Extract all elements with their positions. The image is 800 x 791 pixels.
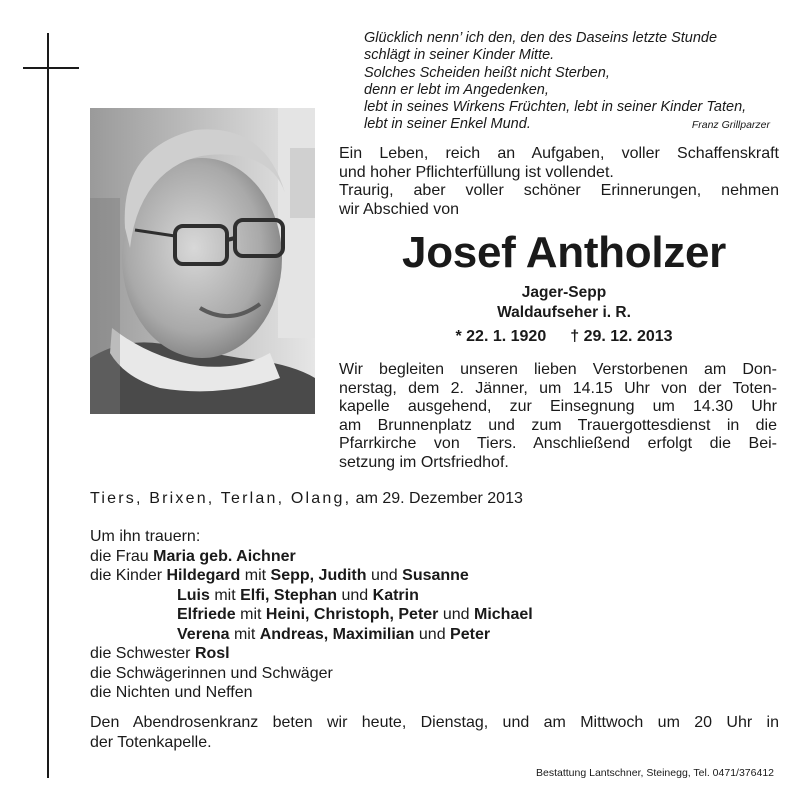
- deceased-nickname: Jager-Sepp: [521, 284, 607, 301]
- death-date: † 29. 12. 2013: [570, 328, 673, 345]
- child-last: Katrin: [372, 586, 419, 604]
- poem-author: Franz Grillparzer: [691, 119, 770, 132]
- connector: und: [370, 567, 398, 584]
- poem-line: [364, 116, 774, 133]
- funeral-line: setzung im Ortsfriedhof.: [339, 453, 509, 471]
- rosary-text: [90, 713, 779, 753]
- funeral-line: Pfarrkirche von Tiers. Anschließend erfolgt die Bei-: [339, 435, 777, 453]
- mourners-list: [90, 527, 533, 703]
- portrait-illustration: [90, 108, 315, 414]
- poem-line: denn er lebt im Angedenken,: [364, 81, 549, 98]
- relation-label: die Frau: [90, 547, 149, 565]
- poem: [364, 30, 774, 134]
- intro-line: Traurig, aber voller schöner Erinnerungen, nehmen: [339, 182, 779, 199]
- funeral-line: Wir begleiten unseren lieben Verstorbenen am Don-: [339, 361, 777, 378]
- cross-horizontal-bar: [23, 67, 79, 69]
- child-last: Susanne: [402, 567, 469, 584]
- birth-date: * 22. 1. 1920: [455, 328, 547, 345]
- mourners-heading: Um ihn trauern:: [90, 528, 201, 545]
- funeral-line: kapelle ausgehend, zur Einsegnung um 14.30 Uhr: [339, 398, 777, 416]
- mourner-nieces: die Nichten und Neffen: [90, 684, 253, 701]
- connector: und: [418, 625, 446, 643]
- life-dates: [339, 327, 789, 347]
- connector: mit: [244, 567, 267, 584]
- connector: und: [341, 586, 369, 604]
- intro-line: wir Abschied von: [339, 200, 460, 218]
- rosary-line: Den Abendrosenkranz beten wir heute, Dienstag, und am Mittwoch um 20 Uhr in: [90, 714, 779, 731]
- mourner-child: [90, 605, 533, 625]
- child-partners: Andreas, Maximilian: [259, 625, 415, 643]
- mourner-sister: [90, 644, 533, 664]
- mourner-wife: [90, 547, 533, 567]
- deceased-profession: Waldaufseher i. R.: [497, 304, 631, 321]
- places: Tiers, Brixen, Terlan, Olang,: [90, 490, 352, 507]
- wife-name: Maria geb. Aichner: [153, 547, 296, 565]
- mourner-child: [90, 586, 533, 606]
- poem-line: Solches Scheiden heißt nicht Sterben,: [364, 64, 610, 81]
- connector: mit: [240, 606, 262, 623]
- mourner-inlaws: die Schwägerinnen und Schwäger: [90, 664, 333, 682]
- funeral-line: nerstag, dem 2. Jänner, um 14.15 Uhr von der Toten-: [339, 379, 777, 397]
- undertaker-credit: Bestattung Lantschner, Steinegg, Tel. 0471/376412: [536, 767, 774, 779]
- child-partners: Sepp, Judith: [270, 567, 367, 584]
- connector: mit: [233, 625, 256, 643]
- connector: und: [442, 606, 470, 623]
- child-name: Hildegard: [166, 567, 241, 584]
- funeral-text: [339, 361, 777, 473]
- child-name: Elfriede: [177, 606, 236, 623]
- relation-label: die Schwester: [90, 645, 191, 662]
- intro-line: Ein Leben, reich an Aufgaben, voller Schaffenskraft: [339, 145, 779, 162]
- child-last: Michael: [474, 606, 533, 623]
- notice-date: am 29. Dezember 2013: [355, 490, 523, 507]
- poem-line: lebt in seines Wirkens Früchten, lebt in seiner Kinder Taten,: [364, 99, 747, 116]
- sister-name: Rosl: [194, 645, 230, 662]
- mourner-child: [90, 625, 533, 645]
- funeral-line: am Brunnenplatz und zum Trauergottesdienst in die: [339, 416, 777, 434]
- child-last: Peter: [450, 625, 491, 643]
- child-name: Verena: [177, 625, 230, 643]
- poem-last-text: lebt in seiner Enkel Mund.: [364, 116, 531, 133]
- intro-line: und hoher Pflichterfüllung ist vollendet.: [339, 163, 614, 181]
- intro-text: [339, 145, 779, 219]
- child-partners: Elfi, Stephan: [240, 586, 338, 604]
- mourner-child: [90, 566, 533, 586]
- poem-line: schlägt in seiner Kinder Mitte.: [364, 47, 555, 64]
- deceased-name: Josef Antholzer: [402, 228, 726, 277]
- child-partners: Heini, Christoph, Peter: [265, 606, 439, 623]
- poem-line: Glücklich nenn’ ich den, den des Daseins letzte Stunde: [364, 30, 718, 46]
- rosary-line: der Totenkapelle.: [90, 734, 212, 751]
- portrait-photo: [90, 108, 315, 414]
- connector: mit: [214, 586, 236, 604]
- cross-vertical-bar: [47, 33, 49, 778]
- child-name: Luis: [177, 586, 210, 604]
- relation-label: die Kinder: [90, 567, 163, 584]
- place-date-line: [90, 490, 523, 508]
